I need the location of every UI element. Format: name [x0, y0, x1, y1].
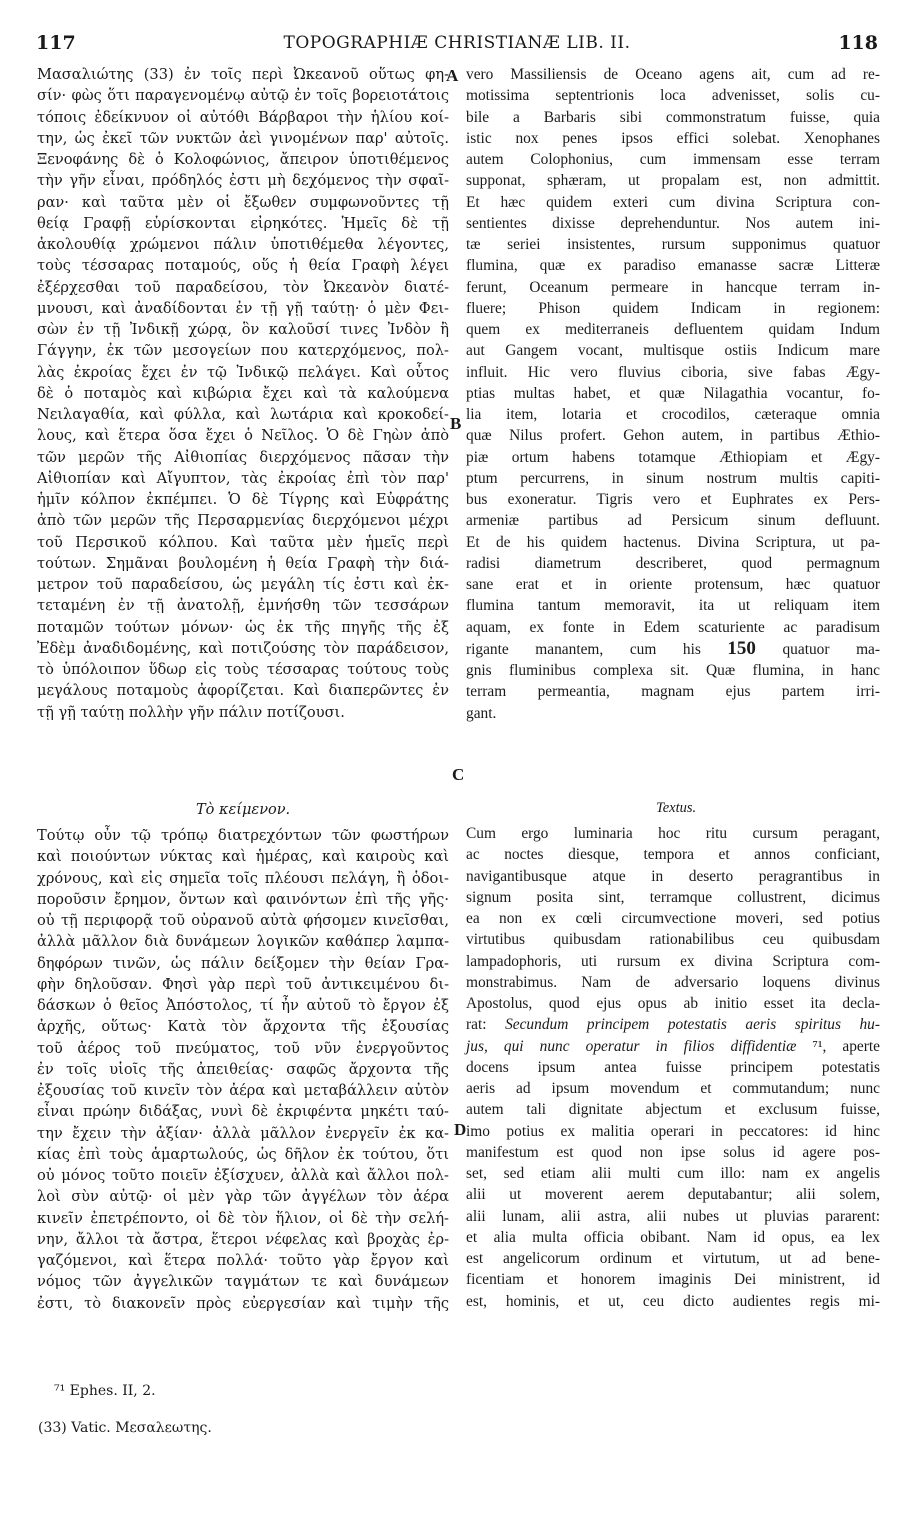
text-line: alii lunam, alii astra, alii nubes ut pluvias pararent: [466, 1207, 880, 1225]
text-line: ea non ex cœli circumvectione moveri, sed potius [466, 910, 880, 927]
greek-paragraph-1 [37, 64, 449, 723]
text-line: manifestum est quod non ipse solus id agere pos- [466, 1143, 880, 1161]
text-line: ἐστι, τὸ διακονεῖν πρὸς εὐεργεσίαν καὶ τιμὴν τῆς [37, 1294, 449, 1312]
text-line: καὶ ποιούντων νύκτας καὶ ἡμέρας, καὶ καιροὺς καὶ [37, 848, 449, 866]
text-line: autem tali dignitate abjectum et exclusum fuisse, [466, 1101, 880, 1119]
text-line: ραν· καὶ ταῦτα μὲν οἱ ἔξωθεν συμφωνοῦντες τῇ [37, 193, 449, 211]
scripture-quote-part-2: jus, qui nunc operatur in filios diffidentiæ [466, 1037, 797, 1055]
text-line: Cum ergo luminaria hoc ritu cursum peragant, [466, 825, 880, 842]
latin-paragraph-1-end [466, 660, 880, 724]
latin-quote-line-2 [466, 1036, 880, 1057]
text-line: οὐ μόνος τοῦτο ποιεῖν ἐξίσχυεν, ἀλλὰ καὶ ἄλλοι πολ- [37, 1167, 449, 1184]
text-line: ἡμῖν κόλπον ἐκπέμπει. Ὁ δὲ Τίγρης καὶ Εὐφράτης [37, 491, 449, 508]
text-line: νην, ἄλλοι τὰ ἄστρα, ἕτεροι νέφελας καὶ βροχὰς ἐρ- [37, 1230, 449, 1248]
text-line: motissima septentrionis loca advenisset, solis cu- [466, 87, 880, 105]
text-line: ἐξουσίας τοῦ κινεῖν τὸν ἀέρα καὶ μεταβάλλειν αὐτὸν [37, 1082, 449, 1099]
latin-section-heading: Textus. [656, 800, 697, 816]
text-line: ποροῦσιν ἔρημον, ὄντων καὶ φαινόντων ἐπὶ τῆς γῆς· [37, 890, 449, 908]
left-page-number: 117 [36, 32, 76, 54]
latin-line-with-column-number [466, 638, 880, 660]
text-line: alii ut moverent aerem deputabantur; alii solem, [466, 1186, 880, 1204]
text-line: ἀκολουθίᾳ χρώμενοι πάλιν ὑποτιθέμεθα λέγοντες, [37, 236, 449, 253]
text-line: ἐν τοῖς υἱοῖς τῆς ἀπειθείας· σαφῶς ἄρχοντα τῆς [37, 1060, 449, 1078]
text-line: aut Gangem vocant, multisque ostiis Indicum mare [466, 342, 880, 360]
footnote-variant: (33) Vatic. Μεσαλεωτης. [38, 1420, 212, 1436]
margin-marker-b: B [450, 414, 462, 433]
text-line: δηφόρων τινῶν, ὡς πάλιν δείξομεν τὴν θείαν Γρα- [37, 954, 449, 972]
text-line: Ξενοφάνης δὲ ὁ Κολοφώνιος, ἄπειρον ὑποτιθέμενος [37, 151, 449, 168]
text-line: vero Massiliensis de Oceano agens ait, cum ad re- [466, 66, 880, 83]
text-line: τοῦ Περσικοῦ κόλπου. Καὶ ταῦτα μὲν ἡμεῖς περὶ [37, 533, 449, 551]
text-line: quem ex mediterraneis defluentem quidam Indum [466, 321, 880, 338]
text-line: ac noctes diesque, tempora et annos conficiant, [466, 846, 880, 864]
text-line: ptum percurrens, in sinum nostrum multis capiti- [466, 469, 880, 487]
text-line: μνουσι, καὶ ἀναδίδονται ἐν τῇ γῇ ταύτῃ· ὁ μὲν Φει- [37, 299, 449, 317]
text-line: autem Colophonius, cum immensam esse terram [466, 151, 880, 168]
text-line: aeris ad ipsum movendum et commutandum; nunc [466, 1080, 880, 1097]
latin-paragraph-1 [466, 64, 880, 638]
latin-quote-line-1 [466, 1014, 880, 1035]
latin-paragraph-2a [466, 823, 880, 1014]
text-line: τεταμένη ἐν τῇ ἀνατολῇ, ἐμνήσθη τῶν τεσσάρων [37, 597, 449, 615]
latin-column [466, 64, 880, 724]
text-line: ptias multas habet, et quæ Nilagathia vocantur, fo- [466, 384, 880, 402]
text-line: istic nox penes ipsos effici solebat. Xenophanes [466, 129, 880, 147]
text-line: δάσκων ὁ θεῖος Ἀπόστολος, τί ἦν αὐτοῦ τὸ ἔργον ἐξ [37, 997, 449, 1014]
text-line: Μασαλιώτης (33) ἐν τοῖς περὶ Ὠκεανοῦ οὕτως φη- [37, 66, 449, 83]
text-line: τὴν γῆν εἶναι, πρόδηλός ἐστι μὴ δεχόμενος τὴν σφαῖ- [37, 172, 449, 190]
text-line: τοῦ ἀέρος τοῦ πνεύματος, τοῦ νῦν ἐνεργοῦντος [37, 1039, 449, 1057]
text-line: gnis fluminibus complexa sit. Quæ flumina, in hanc [466, 662, 880, 679]
text-line: monstrabimus. Nam de adversario loquens divinus [466, 973, 880, 991]
text-line: τῇ γῇ ταύτῃ πολλὴν γῆν πάλιν ποτίζουσι. [37, 703, 345, 721]
greek-column [37, 64, 449, 723]
rat-prefix: rat: [466, 1016, 506, 1034]
text-line: Et de his quidem hactenus. Divina Scriptura, ut pa- [466, 533, 880, 551]
text-line: lia item, lotaria et crocodilos, cæteraque omnia [466, 406, 880, 423]
text-line: quæ Nilus profert. Gehon autem, in partibus Æthio- [466, 427, 880, 445]
text-line: bile a Barbaris sibi commonstratum fuisse, quia [466, 108, 880, 126]
text-line: εἶναι πρώην διδάξας, νυνὶ δὲ ἐκριφέντα μηκέτι ταύ- [37, 1103, 449, 1121]
column-number: 150 [727, 637, 756, 659]
text-line: terram permeantia, magnam ejus partem irri- [466, 683, 880, 701]
text-line: ἀρχῆς, οὕτως· Κατὰ τὸν ἄρχοντα τῆς ἐξουσίας [37, 1018, 449, 1036]
text-line: νόμος τῶν ἀγγελικῶν ταγμάτων τε καὶ δυνάμεων [37, 1273, 449, 1291]
greek-column-text [37, 825, 449, 1314]
text-line: χρόνους, καὶ εἰς σημεῖα τοῖς πλέουσι πελάγη, ἢ ὁδοι- [37, 869, 449, 887]
text-line: μεγάλους ποταμοὺς ἀφορίζεται. Καὶ διαπερῶντες ἐν [37, 682, 449, 700]
margin-marker-a: A [446, 66, 459, 85]
running-header [36, 32, 878, 56]
text-line: τόποις ἐδείκνυον οἱ αὐτόθι Βάρβαροι τὴν ἡλίου κοί- [37, 108, 449, 126]
text-line: ἀπὸ τῶν μερῶν τῆς Περσαρμενίας διερχόμενοι μέχρι [37, 512, 449, 530]
text-line: λοὶ σὺν αὐτῷ· οἱ μὲν γὰρ τῶν ἀγγέλων τὸν ἀέρα [37, 1188, 449, 1206]
running-title: TOPOGRAPHIÆ CHRISTIANÆ LIB. II. [283, 33, 631, 53]
text-line: ficentiam et honorem imaginis Dei ministrent, id [466, 1271, 880, 1289]
text-line: docens ipsum antea fuisse principem potestatis [466, 1058, 880, 1076]
text-line: influit. Hic vero fluvius ciboria, sive fabas Ægy- [466, 363, 880, 381]
text-line: et alia multa officia obibant. Nam id opus, ea lex [466, 1228, 880, 1246]
text-line: τῶν μερῶν τῆς Αἰθιοπίας διερχόμενος πᾶσαν τὴν [37, 448, 449, 466]
text-line: Γάγγην, ἐκ τῶν μεσογείων που κατερχόμενος, πολ- [37, 342, 449, 360]
text-line: ferunt, Oceanum permeare in hancque terram in- [466, 278, 880, 296]
text-line: flumina tantum memoravit, ita ut reliquam item [466, 597, 880, 615]
text-line: signum posita sint, terramque collustrent, dicimus [466, 888, 880, 906]
right-page-number: 118 [838, 32, 878, 54]
text-line: Et hæc quidem exteri cum divina Scriptura con- [466, 193, 880, 211]
text-line: μετρον τοῦ παραδείσου, ὡς μεγάλη τίς ἐστι καὶ ἐκ- [37, 576, 449, 593]
text-line: virtutibus quibusdam rationabilibus ceu quibusdam [466, 931, 880, 949]
text-line: sentientes dixisse deprehenduntur. Nos autem ini- [466, 214, 880, 232]
text-line: imo potius ex malitia operari in peccatores: id hinc [466, 1122, 880, 1140]
greek-section-heading: Τὸ κείμενον. [196, 802, 291, 818]
text-line: supponat, sphæram, ut propalam est, non admittit. [466, 172, 880, 190]
quote-reference: ⁷¹, aperte [796, 1037, 880, 1055]
text-line: κινεῖν ἐπετρέποντο, οἱ δὲ τὸν ἥλιον, οἱ δὲ τὴν σελή- [37, 1209, 449, 1227]
text-line: Τούτῳ οὖν τῷ τρόπῳ διατρεχόντων τῶν φωστήρων [37, 827, 449, 844]
text-line: piæ ortum habens totamque Æthiopiam et Ægy- [466, 448, 880, 466]
text-line: σίν· φὼς ὅτι παραγενομένῳ αὐτῷ ἐν τοῖς βορειοτάτοις [37, 87, 449, 105]
scripture-quote-part-1: Secundum principem potestatis aeris spiritus hu- [505, 1016, 880, 1034]
footnote-scripture: ⁷¹ Ephes. II, 2. [54, 1383, 156, 1399]
latin-line-fragment: quatuor ma- [755, 640, 881, 658]
text-line: λὰς ἐκροίας ἔχει ἐν τῷ Ἰνδικῷ πελάγει. Καὶ οὗτος [37, 363, 449, 381]
text-line: radisi diametrum describeret, quod permagnum [466, 554, 880, 572]
text-line: flumina, quæ ex paradiso emanasse sacræ Litteræ [466, 257, 880, 275]
text-line: Νειλαγαθία, καὶ φύλλα, καὶ λωτάρια καὶ κροκοδεί- [37, 406, 449, 423]
text-line: ἀλλὰ μᾶλλον διὰ δυνάμεων λογικῶν καθάπερ λαμπα- [37, 933, 449, 951]
text-line: γαζόμενοι, καὶ ἕτερα πολλά· τοῦτο γὰρ ἔργον καὶ [37, 1252, 449, 1269]
text-line: ἐξέρχεσθαι τοῦ παραδείσου, τὸν Ὠκεανὸν διατέ- [37, 278, 449, 296]
text-line: θείᾳ Γραφῇ εὑρίσκονται εἰρηκότες. Ἡμεῖς δὲ τῇ [37, 214, 449, 232]
text-line: est, hominis, et ut, ceu dicto audientes regis mi- [466, 1292, 880, 1310]
text-line: set, sed etiam alii multi cum illo: nam ex angelis [466, 1165, 880, 1182]
text-line: aquam, ex fonte in Edem scaturiente ac paradisum [466, 618, 880, 636]
text-line: bus exoneratur. Tigris vero et Euphrates ex Pers- [466, 491, 880, 508]
text-line: τούτων. Σημᾶναι βουλομένη ἡ θεία Γραφὴ τὴν διά- [37, 554, 449, 572]
margin-marker-d: D [454, 1120, 467, 1139]
text-line: δὲ ὁ ποταμὸς καὶ κιβώρια ἔχει καὶ τὰ καλούμενα [37, 384, 449, 402]
text-line: armeniæ partibus ad Persicum sinum defluunt. [466, 512, 880, 530]
text-line: gant. [466, 704, 497, 722]
greek-paragraph-2 [37, 825, 449, 1314]
text-line: τοὺς τέσσαρας ποταμούς, οὕς ἡ θεία Γραφὴ λέγει [37, 257, 449, 275]
text-line: lampadophoris, uti rursum ex divina Scriptura com- [466, 952, 880, 970]
latin-line-fragment: rigante manantem, cum his [466, 640, 728, 658]
text-line: est angelicorum ordinum et virtutum, ut ad bene- [466, 1250, 880, 1267]
text-line: λους, καὶ ἕτερα ὅσα ἔχει ὁ Νεῖλος. Ὁ δὲ Γηὼν ἀπὸ [37, 427, 449, 445]
text-line: σὼν ἐν τῇ Ἰνδικῇ χώρᾳ, ὃν καλοῦσί τινες Ἰνδὸν ἢ [37, 321, 449, 338]
text-line: sane erat et in oriente protensum, hæc quatuor [466, 576, 880, 593]
text-line: φὴν δηλοῦσαν. Φησὶ γὰρ περὶ τοῦ ἀντικειμένου δι- [37, 975, 449, 993]
text-line: την ἔχειν τὴν ἀξίαν· ἀλλὰ μᾶλλον ἐνεργεῖν ἐκ κα- [37, 1124, 449, 1142]
text-line: ποταμῶν τούτων μόνων· ὡς ἐκ τῆς πηγῆς τῆς ἐξ [37, 618, 449, 636]
text-line: τὸ ὑπόλοιπον ὕδωρ εἰς τοὺς τέσσαρας τούτους τοὺς [37, 661, 449, 678]
text-line: fluere; Phison quidem Indicam in regionem: [466, 299, 880, 317]
latin-paragraph-2b [466, 1057, 880, 1312]
text-line: κίας ἐπὶ τοὺς ἁμαρτωλούς, ὡς δῆλον ἐκ τούτου, ὅτι [37, 1145, 449, 1163]
text-line: Αἰθιοπίαν καὶ Αἴγυπτον, τὰς ἐκροίας ἐπὶ τὸν παρ' [37, 469, 449, 487]
text-line: Apostolus, quod ejus opus ab initio esset ita decla- [466, 995, 880, 1012]
text-line: navigantibusque atque in deserto peragrantibus in [466, 867, 880, 885]
text-line: οὐ τῇ περιφορᾷ τοῦ οὐρανοῦ αὐτὰ φήσομεν κινεῖσθαι, [37, 912, 449, 929]
text-line: tæ seriei insistentes, rursum supponimus quatuor [466, 236, 880, 253]
text-line: την, ὡς ἐκεῖ τῶν νυκτῶν ἀεὶ γινομένων παρ' αὐτοῖς. [37, 129, 449, 147]
text-line: Ἐδὲμ ἀναδιδομένης, καὶ ποτιζούσης τὸν παράδεισον, [37, 639, 449, 657]
margin-marker-c: C [452, 765, 465, 784]
latin-column-text [466, 823, 880, 1312]
